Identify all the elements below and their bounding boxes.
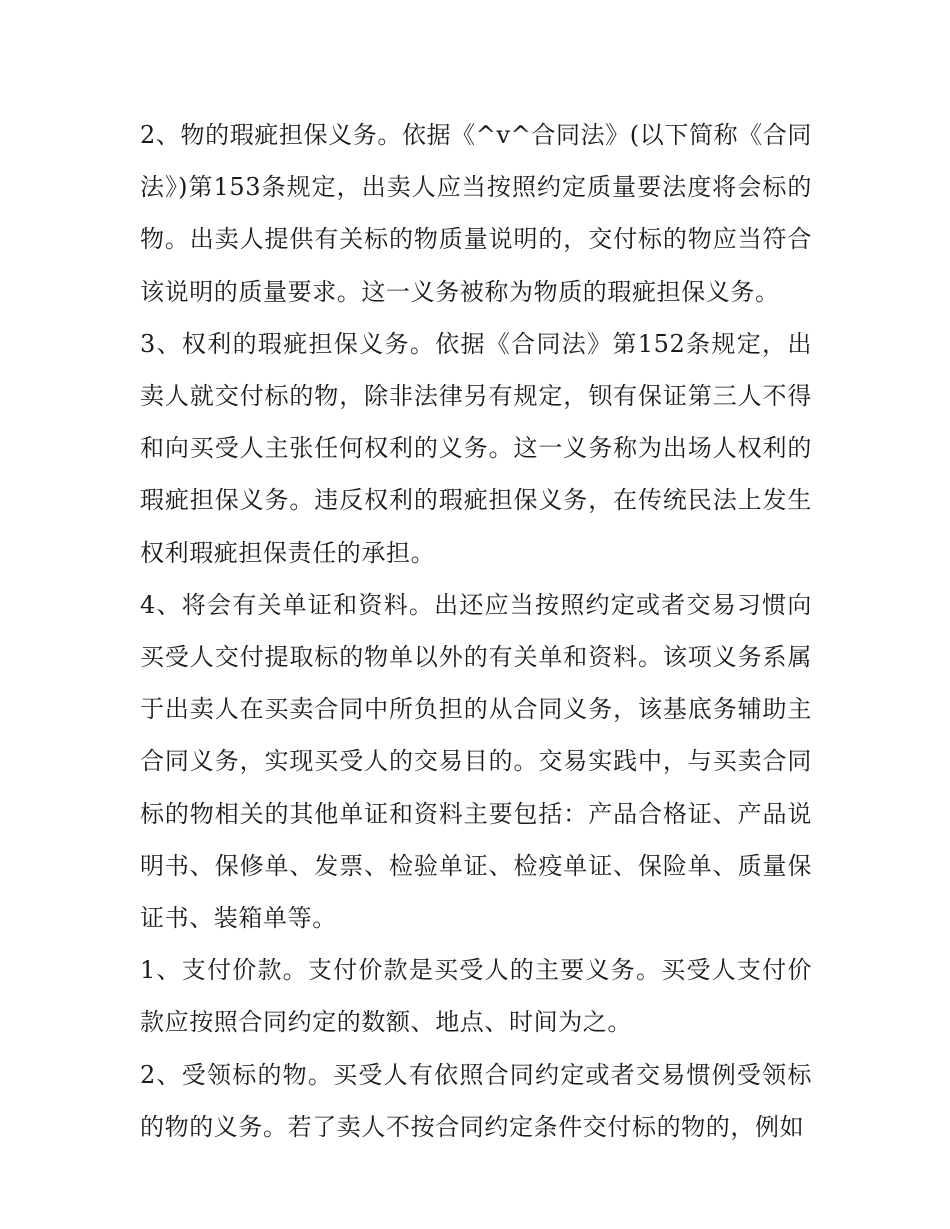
paragraph-seller-quality-warranty: 2、物的瑕疵担保义务。依据《^v^合同法》(以下简称《合同法》)第153条规定，出卖人应当按照约定质量要法度将会标的物。出卖人提供有关标的物质量说明的，交付标的物应当符合该说明的质量要求。这一义务被称为物质的瑕疵担保义务。 [140, 121, 812, 306]
document-body [140, 109, 812, 1153]
paragraph-buyer-acceptance: 2、受领标的物。买受人有依照合同约定或者交易惯例受领标的物的义务。若了卖人不按合同约定条件交付标的物的，例如 [140, 1060, 812, 1141]
paragraph-seller-title-warranty: 3、权利的瑕疵担保义务。依据《合同法》第152条规定，出卖人就交付标的物，除非法律另有规定，钡有保证第三人不得和向买受人主张任何权利的义务。这一义务称为出场人权利的瑕疵担保义务。违反权利的瑕疵担保义务，在传统民法上发生权利瑕疵担保责任的承担。 [140, 329, 812, 567]
paragraph-seller-documents: 4、将会有关单证和资料。出还应当按照约定或者交易习惯向买受人交付提取标的物单以外的有关单和资料。该项义务系属于出卖人在买卖合同中所负担的从合同义务，该基底务辅助主合同义务，实现买受人的交易目的。交易实践中，与买卖合同标的物相关的其他单证和资料主要包括：产品合格证、产品说明书、保修单、发票、检验单证、检疫单证、保险单、质量保证书、装箱单等。 [140, 590, 812, 933]
paragraph-buyer-payment: 1、支付价款。支付价款是买受人的主要义务。买受人支付价款应按照合同约定的数额、地点、时间为之。 [140, 956, 812, 1037]
